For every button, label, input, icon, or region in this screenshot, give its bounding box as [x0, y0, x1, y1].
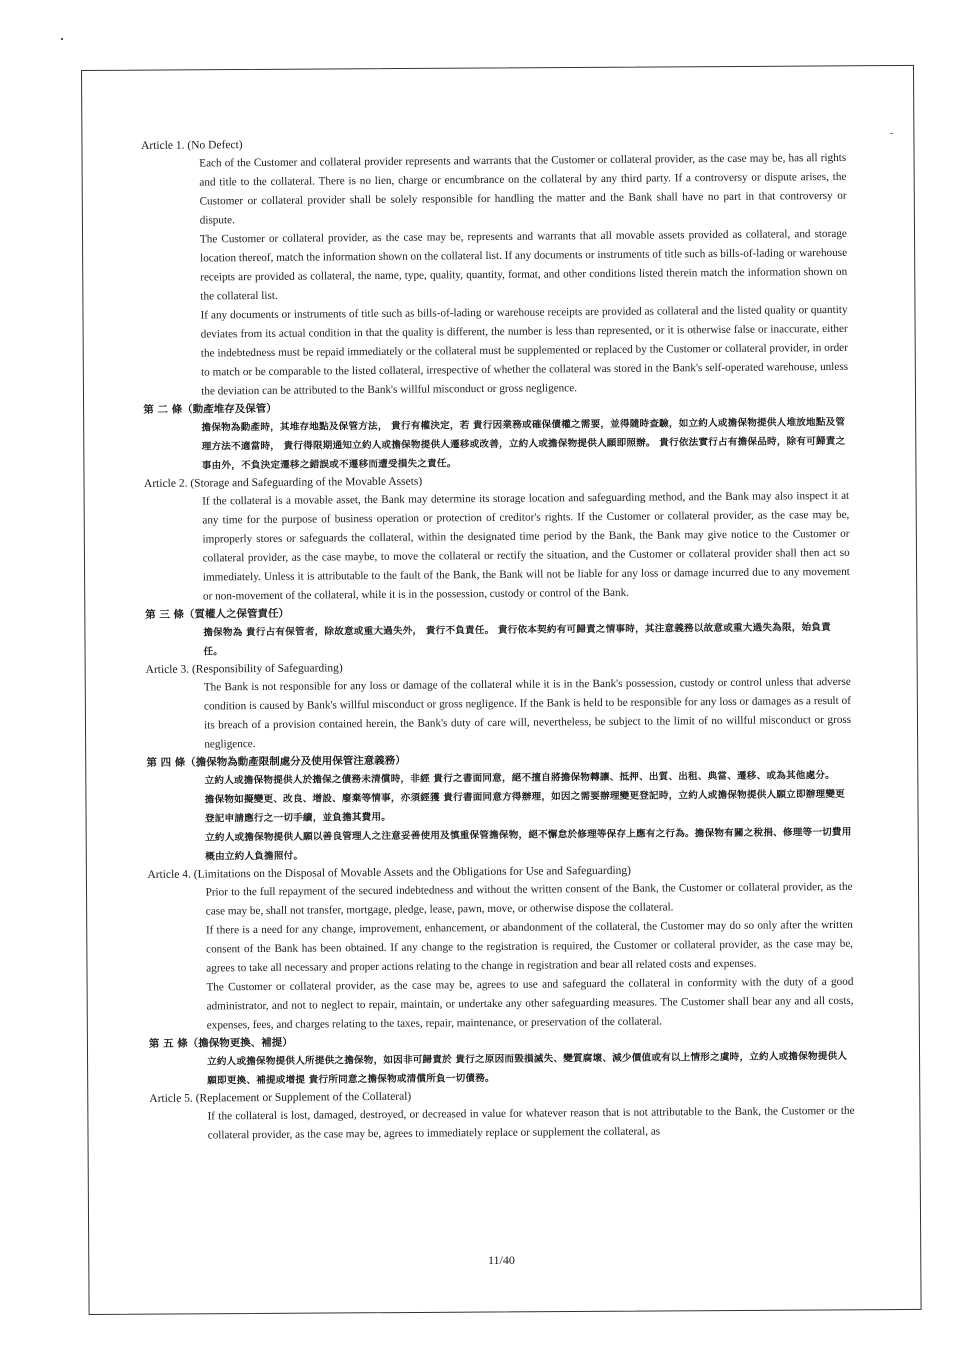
article-paragraph: 擔保物為動產時，其堆存地點及保管方法， 貴行有權決定，若 貴行因業務或確保債權之需要，並得隨時查驗，如立約人或擔保物提供人堆放地點及管理方法不適當時， 貴行得限期通知立約人或擔保物提供人遷移或改善，立約人或擔保物提供人願即照辦。 貴行依法實行占有擔保品時，除有可歸責之事由外，不負決定遷移之錯誤或不遷移而遭受損失之責任。 [201, 416, 846, 472]
article-heading: Article 2. (Storage and Safeguarding of the Movable Assets) [143, 475, 423, 490]
article-paragraph: 擔保物為 貴行占有保管者，除故意或重大過失外， 貴行不負責任。 貴行依本契約有可歸責之情事時，其注意義務以故意或重大過失為限，始負責任。 [203, 621, 831, 658]
article-paragraph: The Customer or collateral provider, as the case may be, represents and warrants that all movable assets provided as collateral, and storage location thereof, match the information shown on the collateral list. If any documents or instruments of title such as bills-of-lading or warehouse receipts are provided as collateral, the name, type, quality, quantity, format, and other conditions listed therein match the information shown on the collateral list. [199, 227, 848, 303]
article-5-zh [149, 1030, 854, 1091]
article-heading: Article 4. (Limitations on the Disposal of Movable Assets and the Obligations for Use and Safeguarding) [147, 864, 632, 881]
article-paragraph: 立約人或擔保物提供人願以善良管理人之注意妥善使用及慎重保管擔保物，絕不懈怠於修理等保存上應有之行為。擔保物有關之稅捐、修理等一切費用概由立約人負擔照付。 [205, 826, 852, 863]
article-heading: Article 3. (Responsibility of Safeguarding) [145, 662, 343, 676]
article-4-zh [146, 749, 852, 867]
article-paragraph: The Bank is not responsible for any loss or damage of the collateral while it is in the Bank's possession, custody or control unless that adverse condition is caused by Bank's willful misconduct or gross negligence. If the Bank is held to be responsible for any loss or damages as a result of its breach of a provision contained herein, the Bank's duty of care will, nevertheless, be subject to the limit of no willful misconduct or gross negligence. [203, 675, 852, 751]
article-2-en [144, 470, 850, 607]
page-number: 11/40 [488, 1253, 515, 1267]
article-5-en [149, 1085, 854, 1146]
article-paragraph: 立約人或擔保物提供人於擔保之債務未清償時，非經 貴行之書面同意，絕不擅自將擔保物轉讓、抵押、出質、出租、典當、遷移、或為其他處分。 [204, 769, 835, 787]
article-heading: 第 四 條（擔保物為動產限制處分及使用保管注意義務） [146, 754, 406, 769]
article-paragraph: 擔保物如擬變更、改良、增設、廢棄等情事，亦須經獲 貴行書面同意方得辦理，如因之需要辦理變更登記時，立約人或擔保物提供人願立即辦理變更登記申請應行之一切手續，並負擔其費用。 [204, 788, 845, 825]
article-heading: 第 二 條（動產堆存及保管） [143, 402, 277, 416]
article-heading: Article 5. (Replacement or Supplement of the Collateral) [149, 1090, 412, 1105]
article-heading: Article 1. (No Defect) [141, 139, 243, 152]
document-body [141, 132, 855, 1146]
article-paragraph: If the collateral is lost, damaged, destroyed, or decreased in value for whatever reason that is not attributable to the Bank, the Customer or the collateral provider, as the case may be, agrees to immediately replace or supplement the collateral, as [207, 1104, 855, 1142]
article-2-zh [143, 396, 849, 476]
article-3-zh [145, 601, 850, 662]
article-heading: 第 五 條（擔保物更換、補提） [148, 1036, 293, 1050]
article-paragraph: 立約人或擔保物提供人所提供之擔保物，如因非可歸責於 貴行之原因而毀損滅失、變質腐壞、減少價值或有以上情形之虞時，立約人或擔保物提供人願即更換、補提或增提 貴行所同意之擔保物或清償所負一切債務。 [207, 1050, 848, 1087]
article-paragraph: Each of the Customer and collateral provider represents and warrants that the Customer or collateral provider, as the case may be, has all rights and title to the collateral. There is no lien, charge or encumbrance on the collateral by any third party. If a controversy or dispute arises, the Customer or collateral provider shall be solely responsible for handling the matter and the Bank shall have no part in that controversy or dispute. [199, 151, 847, 227]
article-paragraph: The Customer or collateral provider, as the case may be, agrees to use and safeguard the collateral in conformity with the duty of a good administrator, and not to neglect to repair, maintain, or undertake any other safeguarding measures. The Customer shall bear any and all costs, expenses, fees, and charges relating to the taxes, repair, maintenance, or preservation of the collateral. [206, 975, 854, 1032]
scan-speck [61, 38, 63, 40]
article-1-en [141, 132, 848, 402]
article-paragraph: Prior to the full repayment of the secured indebtedness and without the written consent of the Bank, the Customer or collateral provider, as the case may be, shall not transfer, mortgage, pledge, lease, pawn, move, or otherwise dispose the collateral. [205, 880, 853, 918]
article-4-en [147, 861, 853, 1036]
article-paragraph: If any documents or instruments of title such as bills-of-lading or warehouse receipts are provided as collateral and the listed quality or quantity deviates from its actual condition in that the quality is different, the number is less than represented, or it is otherwise false or inaccurate, either the indebtedness must be repaid immediately or the collateral must be supplemented or replaced by the Customer or collateral provider, in order to match or be comparable to the listed collateral, irrespective of whether the collateral was stored in the Bank's self-operated warehouse, unless the deviation can be attributed to the Bank's willful misconduct or gross negligence. [200, 303, 849, 398]
article-heading: 第 三 條（質權人之保管責任） [145, 607, 290, 621]
article-paragraph: If there is a need for any change, improvement, enhancement, or abandonment of the collateral, the Customer may do so only after the written consent of the Bank has been obtained. If any change to the registration is required, the Customer or collateral provider, as the case may be, agrees to take all necessary and proper actions relating to the change in registration and bear all related costs and expenses. [205, 918, 854, 975]
article-3-en [146, 656, 852, 755]
article-paragraph: If the collateral is a movable asset, the Bank may determine its storage location and safeguarding method, and the Bank may also inspect it at any time for the purpose of business operation or protection of creditor's rights. If the Customer or collateral provider, as the case may be, improperly stores or safeguards the collateral, within the designated time period by the Bank, the Bank may give notice to the Customer or collateral provider, as the case maybe, to move the collateral or rectify the situation, and the Customer or collateral provider shall then act so immediately. Unless it is attributable to the fault of the Bank, the Bank will not be liable for any loss or damage incurred due to any movement or non-movement of the collateral, while it is in the possession, custody or control of the Bank. [202, 489, 850, 603]
